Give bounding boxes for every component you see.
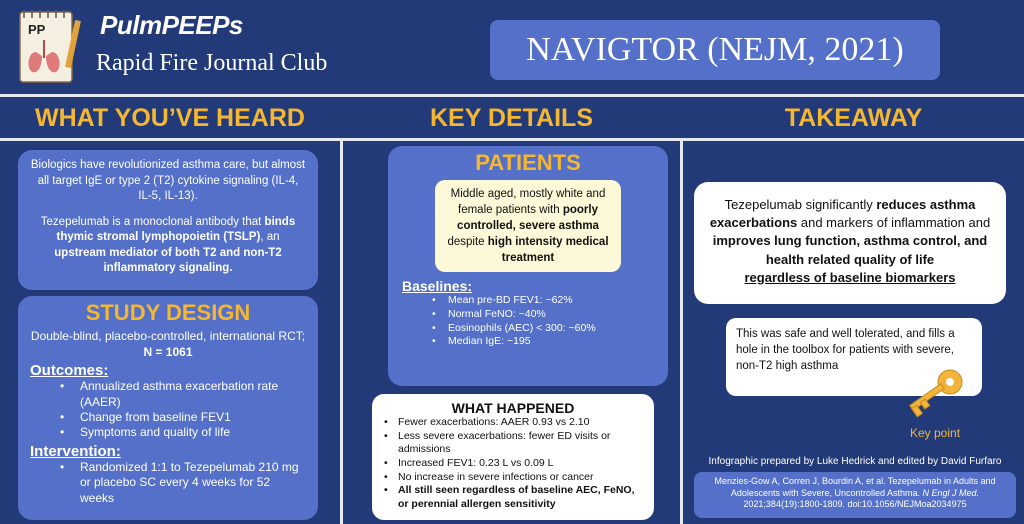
intro-paragraph-2: Tezepelumab is a monoclonal antibody that binds thymic stromal lymphopoietin (TSLP), an upstream mediator of both T2 and non-T2 inflammatory signaling. bbox=[40, 215, 296, 275]
background-card bbox=[18, 150, 318, 290]
intervention-list bbox=[30, 460, 306, 506]
list-item: • No increase in severe infections or cancer bbox=[382, 471, 644, 485]
list-item: • Mean pre-BD FEV1: ~62% bbox=[432, 294, 658, 308]
credits: Infographic prepared by Luke Hedrick and edited by David Furfaro bbox=[708, 456, 1002, 467]
what-happened-title: WHAT HAPPENED bbox=[451, 400, 575, 416]
citation: Menzies-Gow A, Corren J, Bourdin A, et al. Tezepelumab in Adults and Adolescents with Severe, Uncontrolled Asthma. N Engl J Med. 2021;384(19):1800-1809. doi:10.1056/NEJMoa2034975 bbox=[694, 472, 1016, 518]
page-title: NAVIGTOR (NEJM, 2021) bbox=[490, 20, 940, 80]
list-item: • Randomized 1:1 to Tezepelumab 210 mg or placebo SC every 4 weeks for 52 weeks bbox=[60, 460, 306, 506]
list-item: • Fewer exacerbations: AAER 0.93 vs 2.10 bbox=[382, 416, 644, 430]
what-happened-card bbox=[372, 394, 654, 520]
list-item: • Eosinophils (AEC) < 300: ~60% bbox=[432, 322, 658, 336]
brand-subtitle: Rapid Fire Journal Club bbox=[96, 50, 328, 76]
intro-paragraph-1: Biologics have revolutionized asthma care, but almost all target IgE or type 2 (T2) cytokine signaling (IL-4, IL-5, IL-13). bbox=[30, 159, 306, 203]
outcomes-title: Outcomes: bbox=[30, 362, 109, 380]
divider-left bbox=[340, 140, 343, 524]
logo-letters: PP bbox=[28, 22, 46, 37]
divider-top bbox=[0, 94, 1024, 97]
key-icon bbox=[900, 368, 966, 424]
list-item: • Symptoms and quality of life bbox=[60, 425, 306, 440]
list-item: • Median IgE: ~195 bbox=[432, 335, 658, 349]
takeaway-emphasis: regardless of baseline biomarkers bbox=[744, 269, 956, 285]
list-item: • Change from baseline FEV1 bbox=[60, 410, 306, 425]
results-list bbox=[382, 416, 644, 511]
patients-title: PATIENTS bbox=[475, 150, 581, 175]
brand-name: PulmPEEPs bbox=[100, 10, 243, 40]
divider-header bbox=[0, 138, 1024, 141]
study-design-description: Double-blind, placebo-controlled, international RCT; N = 1061 bbox=[30, 329, 306, 360]
list-item: • Increased FEV1: 0.23 L vs 0.09 L bbox=[382, 457, 644, 471]
list-item: • Normal FeNO: ~40% bbox=[432, 308, 658, 322]
takeaway-card: Tezepelumab significantly reduces asthma exacerbations and markers of inflammation and improves lung function, asthma control, and health related quality of life regardless of baseline biomarkers bbox=[694, 182, 1006, 304]
heading-takeaway: TAKEAWAY bbox=[784, 104, 923, 132]
list-item: • Less severe exacerbations: fewer ED visits or admissions bbox=[382, 430, 644, 457]
notebook-lungs-icon bbox=[14, 6, 82, 88]
patients-summary: Middle aged, mostly white and female patients with poorly controlled, severe asthma despite high intensity medical treatment bbox=[435, 180, 621, 272]
intervention-title: Intervention: bbox=[30, 442, 121, 460]
heading-what-youve-heard: WHAT YOU’VE HEARD bbox=[35, 104, 305, 132]
safety-note: This was safe and well tolerated, and fills a hole in the toolbox for patients with severe, non-T2 high asthma bbox=[726, 318, 982, 396]
outcomes-list bbox=[30, 379, 306, 440]
baselines-title: Baselines: bbox=[402, 278, 473, 295]
list-item: • All still seen regardless of baseline AEC, FeNO, or perennial allergen sensitivity bbox=[382, 484, 644, 511]
key-point-label: Key point bbox=[910, 426, 961, 440]
study-design-card bbox=[18, 296, 318, 520]
patients-card bbox=[388, 146, 668, 386]
heading-key-details: KEY DETAILS bbox=[430, 104, 593, 132]
list-item: • Annualized asthma exacerbation rate (AAER) bbox=[60, 379, 306, 410]
study-design-title: STUDY DESIGN bbox=[85, 300, 251, 325]
baselines-list bbox=[398, 294, 658, 349]
divider-right bbox=[680, 140, 683, 524]
